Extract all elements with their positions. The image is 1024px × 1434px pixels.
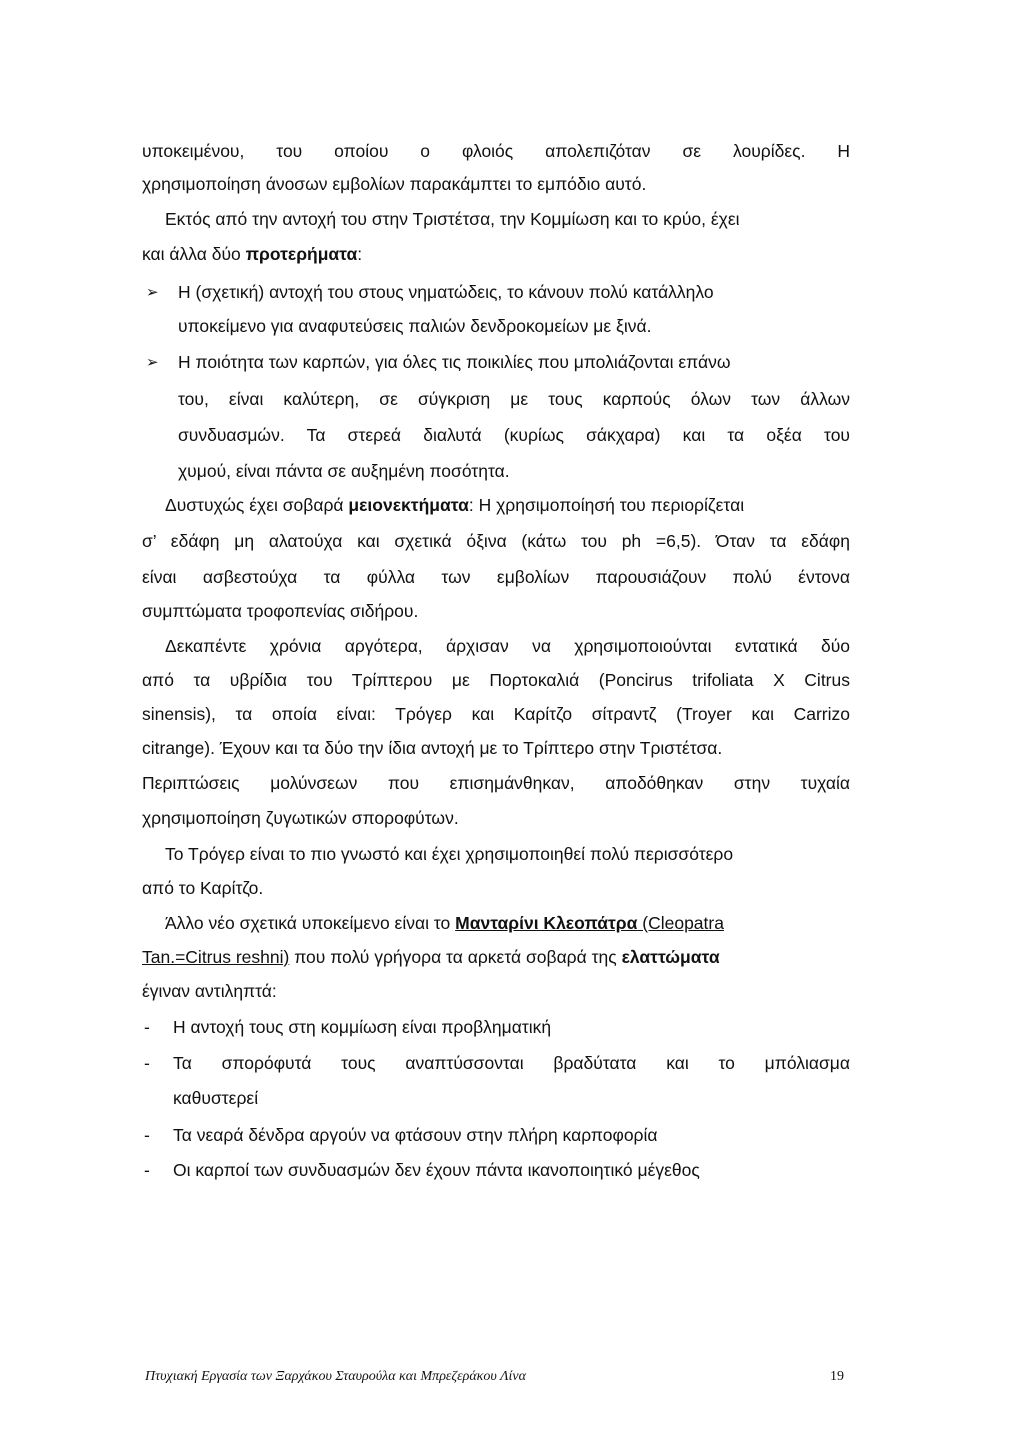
dash-bullet: - [144,1160,150,1180]
text-run: : Η χρησιμοποίησή του περιορίζεται [468,495,745,515]
text-line [165,912,724,934]
text-line: χρησιμοποίηση άνοσων εμβολίων παρακάμπτει το εμπόδιο αυτό. [142,174,647,194]
dash-bullet: - [144,1053,150,1073]
page-number: 19 [830,1369,844,1384]
text-line: Περιπτώσεις μολύνσεων που επισημάνθηκαν, αποδόθηκαν στην τυχαία [142,773,850,793]
text-line: χυμού, είναι πάντα σε αυξημένη ποσότητα. [178,461,510,481]
text-run-underlined: (Cleopatra [637,913,724,933]
bold-term-advantages: προτερήματα [245,244,358,264]
bold-term-disadvantages: μειονεκτήματα [348,495,469,515]
cleopatra-mandarin-term: Μανταρίνι Κλεοπάτρα [455,913,638,933]
text-line: sinensis), τα οποία είναι: Τρόγερ και Καρίτζο σίτραντζ (Troyer και Carrizo [142,704,850,724]
text-line: από τα υβρίδια του Τρίπτερου με Πορτοκαλιά (Poncirus trifoliata X Citrus [142,670,850,690]
text-line: σ’ εδάφη μη αλατούχα και σχετικά όξινα (κάτω του ph =6,5). Όταν τα εδάφη [142,531,850,551]
text-line: υποκειμένου, του οποίου ο φλοιός απολεπιζόταν σε λουρίδες. Η [142,141,850,161]
text-line: Τα νεαρά δένδρα αργούν να φτάσουν στην πλήρη καρποφορία [173,1125,658,1145]
text-line: Η (σχετική) αντοχή του στους νηματώδεις, το κάνουν πολύ κατάλληλο [178,282,714,302]
text-line [142,946,720,968]
bold-term-defects: ελαττώματα [621,947,720,967]
text-run: που πολύ γρήγορα τα αρκετά σοβαρά της [289,947,622,967]
text-line: Η ποιότητα των καρπών, για όλες τις ποικιλίες που μπολιάζονται επάνω [178,352,731,372]
arrow-bullet-icon: ➢ [146,353,159,371]
text-line: έγιναν αντιληπτά: [142,981,277,1001]
text-line: Εκτός από την αντοχή του στην Τριστέτσα, την Κομμίωση και το κρύο, έχει [165,209,740,229]
text-line: χρησιμοποίηση ζυγωτικών σποροφύτων. [142,808,459,828]
dash-bullet: - [144,1017,150,1037]
text-line: του, είναι καλύτερη, σε σύγκριση με τους καρπούς όλων των άλλων [178,389,850,409]
text-line: Τα σπορόφυτά τους αναπτύσσονται βραδύτατα και το μπόλιασμα [173,1053,850,1073]
text-line: συμπτώματα τροφοπενίας σιδήρου. [142,601,419,621]
text-line [165,494,744,516]
text-line: υποκείμενο για αναφυτεύσεις παλιών δενδροκομείων με ξινά. [178,316,652,336]
text-line: Η αντοχή τους στη κομμίωση είναι προβληματική [173,1017,552,1037]
text-run-underlined: Tan.=Citrus reshni) [142,947,290,967]
text-line: συνδυασμών. Τα στερεά διαλυτά (κυρίως σάκχαρα) και τα οξέα του [178,425,850,445]
text-line: Οι καρποί των συνδυασμών δεν έχουν πάντα ικανοποιητικό μέγεθος [173,1160,700,1180]
text-line: από το Καρίτζο. [142,878,264,898]
text-run: : [357,244,363,264]
arrow-bullet-icon: ➢ [146,283,159,301]
text-run: Δυστυχώς έχει σοβαρά [165,495,349,515]
text-line: Το Τρόγερ είναι το πιο γνωστό και έχει χρησιμοποιηθεί πολύ περισσότερο [165,844,734,864]
text-run: και άλλα δύο [142,244,246,264]
text-line: είναι ασβεστούχα τα φύλλα των εμβολίων παρουσιάζουν πολύ έντονα [142,567,850,587]
text-line [142,243,362,265]
text-line: Δεκαπέντε χρόνια αργότερα, άρχισαν να χρησιμοποιούνται εντατικά δύο [165,636,850,656]
page-footer: Πτυχιακή Εργασία των Ξαρχάκου Σταυρούλα και Μπρεζεράκου Λίνα [145,1369,526,1384]
dash-bullet: - [144,1125,150,1145]
text-run: Άλλο νέο σχετικά υποκείμενο είναι το [165,913,456,933]
text-line: citrange). Έχουν και τα δύο την ίδια αντοχή με το Τρίπτερο στην Τριστέτσα. [142,738,723,758]
text-line: καθυστερεί [173,1088,259,1108]
